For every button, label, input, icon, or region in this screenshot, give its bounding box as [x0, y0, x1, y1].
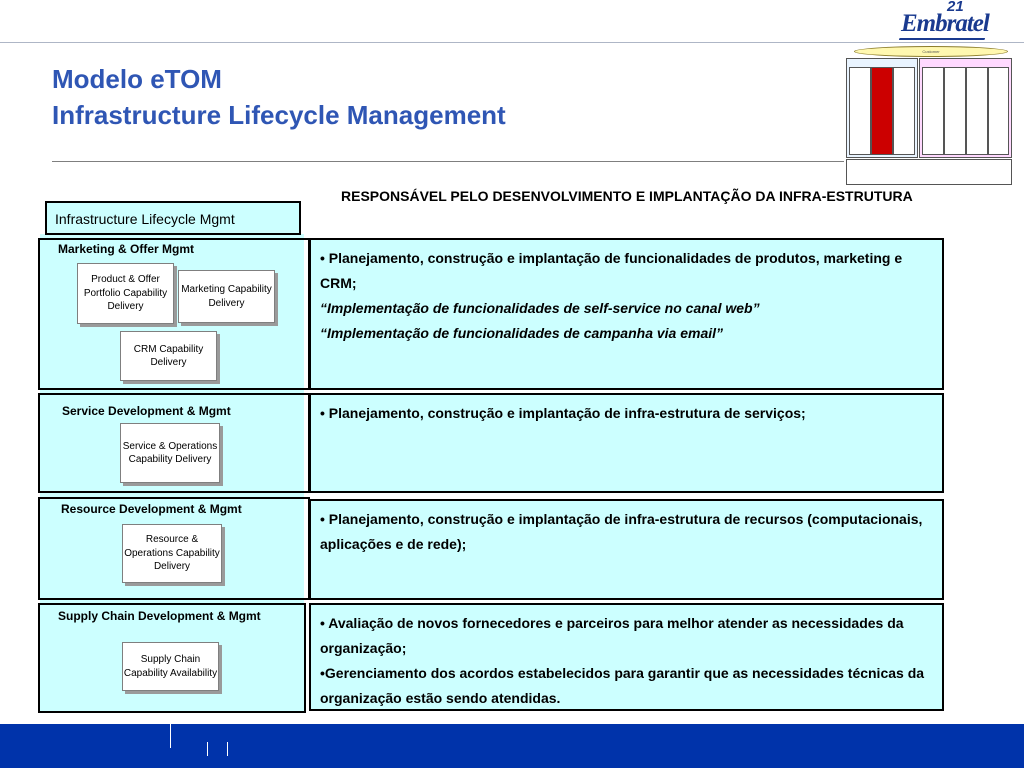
thumbnail-column	[922, 67, 944, 155]
thumbnail-column	[966, 67, 988, 155]
supply-title: Supply Chain Development & Mgmt	[58, 609, 261, 623]
marketing-description-line: “Implementação de funcionalidades de campanha via email”	[320, 325, 724, 341]
thumbnail-column	[988, 67, 1009, 155]
title-rule	[52, 161, 844, 162]
responsibility-title: RESPONSÁVEL PELO DESENVOLVIMENTO E IMPLANTAÇÃO DA INFRA-ESTRUTURA	[341, 188, 913, 204]
page-title: Modelo eTOM	[52, 64, 222, 94]
footer-divider	[207, 742, 208, 756]
marketing-description-line: “Implementação de funcionalidades de self-service no canal web”	[320, 300, 760, 316]
logo-number: 21	[947, 0, 964, 15]
header-divider	[0, 42, 1024, 43]
supply-capability-box: Supply Chain Capability Availability	[122, 642, 219, 691]
etom-thumbnail	[846, 46, 1014, 186]
embratel-logo	[895, 2, 995, 44]
resource-title: Resource Development & Mgmt	[61, 502, 242, 516]
footer-divider	[227, 742, 228, 756]
supply-description-line: • Avaliação de novos fornecedores e parceiros para melhor atender as necessidades da organização;	[320, 615, 904, 656]
service-title: Service Development & Mgmt	[62, 404, 231, 418]
service-capability-box: Service & Operations Capability Delivery	[120, 423, 220, 483]
marketing-capability-box: Marketing Capability Delivery	[178, 270, 275, 323]
resource-description-line: • Planejamento, construção e implantação de infra-estrutura de recursos (computacionais, aplicações e de rede);	[320, 511, 923, 552]
resource-description-box	[309, 499, 944, 600]
marketing-description-box	[309, 238, 944, 390]
service-description-box	[309, 393, 944, 493]
thumbnail-column	[944, 67, 966, 155]
ilm-label: Infrastructure Lifecycle Mgmt	[45, 201, 301, 235]
logo-swoosh	[899, 38, 986, 40]
resource-capability-box: Resource & Operations Capability Delivery	[122, 524, 222, 583]
thumbnail-left-frame	[846, 58, 918, 158]
logo-text: Embratel	[901, 10, 989, 37]
thumbnail-customer-oval: Customer	[854, 46, 1008, 57]
supply-description-box	[309, 603, 944, 711]
marketing-title: Marketing & Offer Mgmt	[58, 242, 195, 256]
product-offer-capability-box: Product & Offer Portfolio Capability Delivery	[77, 263, 174, 324]
marketing-description-line: • Planejamento, construção e implantação de funcionalidades de produtos, marketing e CRM;	[320, 250, 903, 291]
thumbnail-column	[849, 67, 871, 155]
thumbnail-right-frame	[919, 58, 1012, 158]
page-subtitle: Infrastructure Lifecycle Management	[52, 100, 506, 130]
thumbnail-highlight-column	[871, 67, 893, 155]
crm-capability-box: CRM Capability Delivery	[120, 331, 217, 381]
service-description-line: • Planejamento, construção e implantação de infra-estrutura de serviços;	[320, 405, 806, 421]
footer-bar	[0, 724, 1024, 768]
supply-description-line: •Gerenciamento dos acordos estabelecidos para garantir que as necessidades técnicas da organização estão sendo atendidas.	[320, 665, 925, 706]
thumbnail-bottom-band	[846, 159, 1012, 185]
thumbnail-column	[893, 67, 915, 155]
footer-divider	[170, 724, 171, 748]
